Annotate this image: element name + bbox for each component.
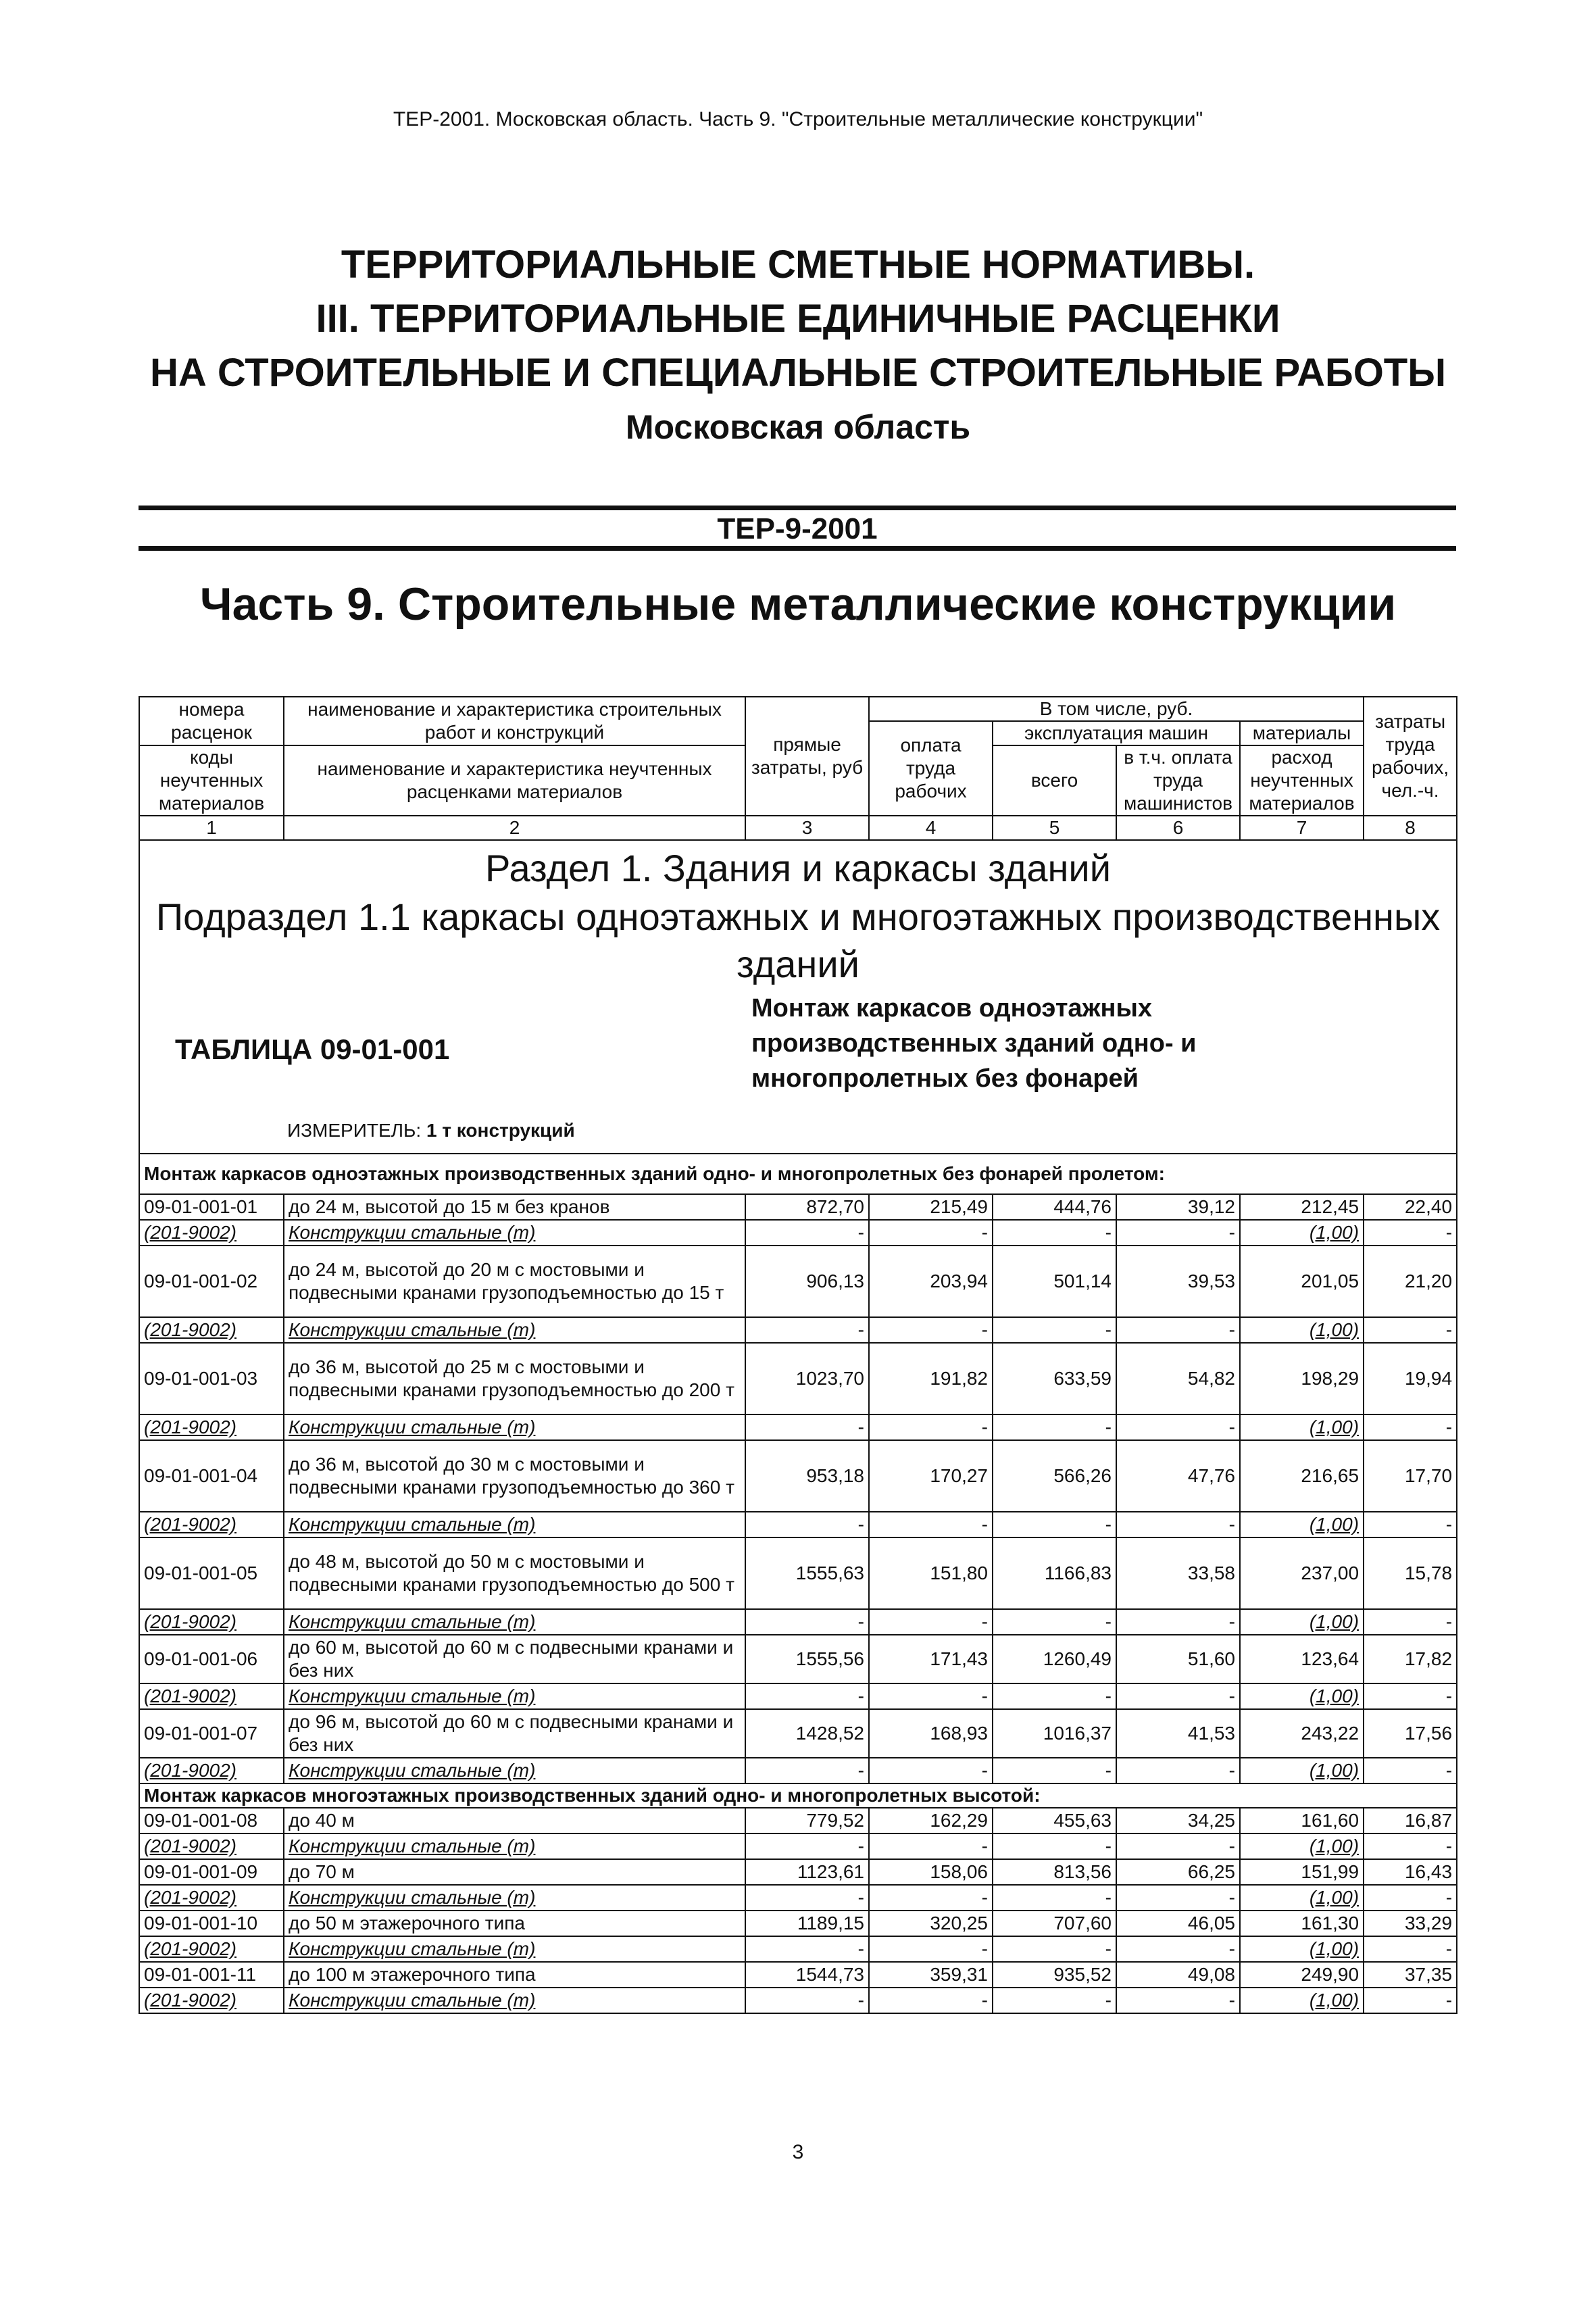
header-machines-total: всего bbox=[993, 745, 1116, 816]
table-label: ТАБЛИЦА 09-01-001 bbox=[175, 1033, 450, 1065]
document-code: ТЕР-9-2001 bbox=[717, 512, 878, 545]
value-machines: 444,76 bbox=[993, 1194, 1116, 1220]
material-consumption: (1,00) bbox=[1240, 1609, 1364, 1635]
rate-code: 09-01-001-10 bbox=[139, 1911, 284, 1936]
material-name: Конструкции стальные (т) bbox=[284, 1414, 745, 1440]
empty-value-dash: - bbox=[1116, 1317, 1240, 1343]
header-materials: материалы bbox=[1240, 721, 1364, 745]
empty-value-dash: - bbox=[993, 1758, 1116, 1783]
empty-value-dash: - bbox=[745, 1317, 869, 1343]
value-machines: 1166,83 bbox=[993, 1537, 1116, 1609]
measure-label: ИЗМЕРИТЕЛЬ: bbox=[287, 1120, 422, 1141]
header-labor: затраты труда рабочих, чел.-ч. bbox=[1364, 697, 1457, 816]
material-name: Конструкции стальные (т) bbox=[284, 1683, 745, 1709]
value-wages: 215,49 bbox=[869, 1194, 993, 1220]
empty-value-dash: - bbox=[1364, 1512, 1457, 1537]
page-number: 3 bbox=[792, 2141, 804, 2163]
table-row bbox=[139, 1537, 1457, 1609]
table-row bbox=[139, 1194, 1457, 1220]
material-consumption: (1,00) bbox=[1240, 1220, 1364, 1246]
material-code: (201-9002) bbox=[139, 1317, 284, 1343]
material-code: (201-9002) bbox=[139, 1414, 284, 1440]
empty-value-dash: - bbox=[993, 1833, 1116, 1859]
material-code: (201-9002) bbox=[139, 1833, 284, 1859]
value-direct: 1544,73 bbox=[745, 1962, 869, 1988]
material-row bbox=[139, 1609, 1457, 1635]
value-labor: 19,94 bbox=[1364, 1343, 1457, 1414]
value-wages: 191,82 bbox=[869, 1343, 993, 1414]
material-consumption: (1,00) bbox=[1240, 1758, 1364, 1783]
column-number: 3 bbox=[745, 816, 869, 840]
column-number: 7 bbox=[1240, 816, 1364, 840]
header-machines: эксплуатация машин bbox=[993, 721, 1240, 745]
empty-value-dash: - bbox=[869, 1414, 993, 1440]
rate-code: 09-01-001-01 bbox=[139, 1194, 284, 1220]
empty-value-dash: - bbox=[745, 1512, 869, 1537]
material-name: Конструкции стальные (т) bbox=[284, 1988, 745, 2013]
document-code-block bbox=[139, 506, 1456, 553]
work-description: до 24 м, высотой до 15 м без кранов bbox=[284, 1194, 745, 1220]
value-direct: 1555,63 bbox=[745, 1537, 869, 1609]
material-name: Конструкции стальные (т) bbox=[284, 1609, 745, 1635]
value-machinists: 49,08 bbox=[1116, 1962, 1240, 1988]
value-materials: 123,64 bbox=[1240, 1635, 1364, 1683]
table-row bbox=[139, 1962, 1457, 1988]
empty-value-dash: - bbox=[869, 1317, 993, 1343]
work-description: до 40 м bbox=[284, 1808, 745, 1833]
value-wages: 158,06 bbox=[869, 1859, 993, 1885]
material-code: (201-9002) bbox=[139, 1885, 284, 1911]
empty-value-dash: - bbox=[869, 1220, 993, 1246]
work-description: до 70 м bbox=[284, 1859, 745, 1885]
empty-value-dash: - bbox=[993, 1936, 1116, 1962]
empty-value-dash: - bbox=[1364, 1609, 1457, 1635]
empty-value-dash: - bbox=[1116, 1988, 1240, 2013]
rate-code: 09-01-001-05 bbox=[139, 1537, 284, 1609]
measure-unit bbox=[287, 1119, 575, 1142]
running-header: ТЕР-2001. Московская область. Часть 9. "Строительные металлические конструкции" bbox=[393, 108, 1203, 130]
empty-value-dash: - bbox=[745, 1885, 869, 1911]
material-row bbox=[139, 1758, 1457, 1783]
material-code: (201-9002) bbox=[139, 1988, 284, 2013]
empty-value-dash: - bbox=[869, 1512, 993, 1537]
empty-value-dash: - bbox=[869, 1683, 993, 1709]
value-materials: 198,29 bbox=[1240, 1343, 1364, 1414]
column-number: 8 bbox=[1364, 816, 1457, 840]
work-description: до 36 м, высотой до 30 м с мостовыми и подвесными кранами грузоподъемностью до 360 т bbox=[284, 1440, 745, 1512]
empty-value-dash: - bbox=[993, 1683, 1116, 1709]
material-row bbox=[139, 1220, 1457, 1246]
material-consumption: (1,00) bbox=[1240, 1936, 1364, 1962]
value-machines: 501,14 bbox=[993, 1246, 1116, 1317]
value-labor: 15,78 bbox=[1364, 1537, 1457, 1609]
rate-code: 09-01-001-02 bbox=[139, 1246, 284, 1317]
rate-code: 09-01-001-04 bbox=[139, 1440, 284, 1512]
work-description: до 24 м, высотой до 20 м с мостовыми и подвесными кранами грузоподъемностью до 15 т bbox=[284, 1246, 745, 1317]
material-code: (201-9002) bbox=[139, 1512, 284, 1537]
table-description: Монтаж каркасов одноэтажных производственных зданий одно- и многопролетных без фонарей bbox=[751, 994, 1197, 1093]
empty-value-dash: - bbox=[1116, 1220, 1240, 1246]
value-materials: 212,45 bbox=[1240, 1194, 1364, 1220]
empty-value-dash: - bbox=[869, 1936, 993, 1962]
code-rule-bottom bbox=[139, 546, 1456, 551]
group-header-row bbox=[139, 1783, 1457, 1808]
value-labor: 17,70 bbox=[1364, 1440, 1457, 1512]
value-direct: 872,70 bbox=[745, 1194, 869, 1220]
empty-value-dash: - bbox=[1116, 1885, 1240, 1911]
material-row bbox=[139, 1885, 1457, 1911]
title-line-2: III. ТЕРРИТОРИАЛЬНЫЕ ЕДИНИЧНЫЕ РАСЦЕНКИ bbox=[316, 297, 1280, 341]
empty-value-dash: - bbox=[993, 1414, 1116, 1440]
column-number: 5 bbox=[993, 816, 1116, 840]
value-machinists: 54,82 bbox=[1116, 1343, 1240, 1414]
empty-value-dash: - bbox=[745, 1609, 869, 1635]
empty-value-dash: - bbox=[1364, 1414, 1457, 1440]
table-row bbox=[139, 1440, 1457, 1512]
material-name: Конструкции стальные (т) bbox=[284, 1936, 745, 1962]
table-row bbox=[139, 1635, 1457, 1683]
material-consumption: (1,00) bbox=[1240, 1414, 1364, 1440]
code-rule-top bbox=[139, 506, 1456, 510]
value-wages: 203,94 bbox=[869, 1246, 993, 1317]
value-machinists: 51,60 bbox=[1116, 1635, 1240, 1683]
empty-value-dash: - bbox=[869, 1885, 993, 1911]
material-name: Конструкции стальные (т) bbox=[284, 1758, 745, 1783]
value-materials: 161,30 bbox=[1240, 1911, 1364, 1936]
empty-value-dash: - bbox=[1364, 1988, 1457, 2013]
section-block bbox=[139, 840, 1457, 1154]
part-title: Часть 9. Строительные металлические конструкции bbox=[199, 578, 1397, 630]
header-material-codes: коды неучтенных материалов bbox=[139, 745, 284, 816]
empty-value-dash: - bbox=[1116, 1758, 1240, 1783]
value-machines: 1016,37 bbox=[993, 1709, 1116, 1758]
section-title: Раздел 1. Здания и каркасы зданий bbox=[485, 847, 1111, 889]
empty-value-dash: - bbox=[1116, 1512, 1240, 1537]
value-machinists: 47,76 bbox=[1116, 1440, 1240, 1512]
value-direct: 1123,61 bbox=[745, 1859, 869, 1885]
value-labor: 33,29 bbox=[1364, 1911, 1457, 1936]
work-description: до 48 м, высотой до 50 м с мостовыми и подвесными кранами грузоподъемностью до 500 т bbox=[284, 1537, 745, 1609]
value-labor: 16,43 bbox=[1364, 1859, 1457, 1885]
value-direct: 1189,15 bbox=[745, 1911, 869, 1936]
value-direct: 1428,52 bbox=[745, 1709, 869, 1758]
empty-value-dash: - bbox=[869, 1758, 993, 1783]
table-row bbox=[139, 1859, 1457, 1885]
value-materials: 243,22 bbox=[1240, 1709, 1364, 1758]
header-material-name: наименование и характеристика неучтенных расценками материалов bbox=[284, 745, 745, 816]
rate-code: 09-01-001-08 bbox=[139, 1808, 284, 1833]
header-rate-numbers: номера расценок bbox=[139, 697, 284, 745]
empty-value-dash: - bbox=[1364, 1317, 1457, 1343]
empty-value-dash: - bbox=[1364, 1833, 1457, 1859]
empty-value-dash: - bbox=[745, 1988, 869, 2013]
table-row bbox=[139, 1808, 1457, 1833]
empty-value-dash: - bbox=[1116, 1833, 1240, 1859]
title-line-1: ТЕРРИТОРИАЛЬНЫЕ СМЕТНЫЕ НОРМАТИВЫ. bbox=[341, 243, 1255, 287]
empty-value-dash: - bbox=[869, 1988, 993, 2013]
header-work-name: наименование и характеристика строительных работ и конструкций bbox=[284, 697, 745, 745]
material-name: Конструкции стальные (т) bbox=[284, 1885, 745, 1911]
value-machinists: 46,05 bbox=[1116, 1911, 1240, 1936]
value-materials: 201,05 bbox=[1240, 1246, 1364, 1317]
value-machines: 813,56 bbox=[993, 1859, 1116, 1885]
value-machines: 1260,49 bbox=[993, 1635, 1116, 1683]
header-machinists-wages: в т.ч. оплата труда машинистов bbox=[1116, 745, 1240, 816]
material-code: (201-9002) bbox=[139, 1220, 284, 1246]
material-row bbox=[139, 1414, 1457, 1440]
material-row bbox=[139, 1683, 1457, 1709]
material-row bbox=[139, 1833, 1457, 1859]
value-labor: 37,35 bbox=[1364, 1962, 1457, 1988]
value-machines: 633,59 bbox=[993, 1343, 1116, 1414]
value-wages: 168,93 bbox=[869, 1709, 993, 1758]
empty-value-dash: - bbox=[993, 1609, 1116, 1635]
rate-code: 09-01-001-11 bbox=[139, 1962, 284, 1988]
material-consumption: (1,00) bbox=[1240, 1683, 1364, 1709]
rate-code: 09-01-001-07 bbox=[139, 1709, 284, 1758]
work-description: до 100 м этажерочного типа bbox=[284, 1962, 745, 1988]
rate-code: 09-01-001-09 bbox=[139, 1859, 284, 1885]
empty-value-dash: - bbox=[1116, 1936, 1240, 1962]
table-row bbox=[139, 1246, 1457, 1317]
title-block bbox=[0, 238, 1596, 454]
value-materials: 249,90 bbox=[1240, 1962, 1364, 1988]
header-wages: оплата труда рабочих bbox=[869, 721, 993, 816]
group-header-row bbox=[139, 1154, 1457, 1194]
value-materials: 161,60 bbox=[1240, 1808, 1364, 1833]
empty-value-dash: - bbox=[1364, 1683, 1457, 1709]
value-direct: 906,13 bbox=[745, 1246, 869, 1317]
empty-value-dash: - bbox=[745, 1758, 869, 1783]
header-including: В том числе, руб. bbox=[869, 697, 1364, 721]
material-name: Конструкции стальные (т) bbox=[284, 1512, 745, 1537]
empty-value-dash: - bbox=[745, 1683, 869, 1709]
value-machines: 935,52 bbox=[993, 1962, 1116, 1988]
empty-value-dash: - bbox=[745, 1936, 869, 1962]
empty-value-dash: - bbox=[993, 1988, 1116, 2013]
header-direct-costs: прямые затраты, руб bbox=[745, 697, 869, 816]
material-code: (201-9002) bbox=[139, 1758, 284, 1783]
empty-value-dash: - bbox=[993, 1317, 1116, 1343]
empty-value-dash: - bbox=[993, 1512, 1116, 1537]
table-row bbox=[139, 1343, 1457, 1414]
value-labor: 16,87 bbox=[1364, 1808, 1457, 1833]
material-row bbox=[139, 1936, 1457, 1962]
column-number: 4 bbox=[869, 816, 993, 840]
empty-value-dash: - bbox=[745, 1833, 869, 1859]
value-labor: 22,40 bbox=[1364, 1194, 1457, 1220]
empty-value-dash: - bbox=[1116, 1414, 1240, 1440]
material-consumption: (1,00) bbox=[1240, 1512, 1364, 1537]
material-row bbox=[139, 1988, 1457, 2013]
value-direct: 953,18 bbox=[745, 1440, 869, 1512]
value-direct: 1555,56 bbox=[745, 1635, 869, 1683]
value-materials: 151,99 bbox=[1240, 1859, 1364, 1885]
material-name: Конструкции стальные (т) bbox=[284, 1220, 745, 1246]
empty-value-dash: - bbox=[1116, 1683, 1240, 1709]
value-direct: 1023,70 bbox=[745, 1343, 869, 1414]
subsection-title: Подраздел 1.1 каркасы одноэтажных и многоэтажных производственных зданий bbox=[155, 895, 1441, 985]
work-description: до 96 м, высотой до 60 м с подвесными кранами и без них bbox=[284, 1709, 745, 1758]
value-wages: 162,29 bbox=[869, 1808, 993, 1833]
value-materials: 237,00 bbox=[1240, 1537, 1364, 1609]
value-direct: 779,52 bbox=[745, 1808, 869, 1833]
value-labor: 17,56 bbox=[1364, 1709, 1457, 1758]
table-row bbox=[139, 1911, 1457, 1936]
value-machinists: 33,58 bbox=[1116, 1537, 1240, 1609]
rates-table bbox=[139, 696, 1457, 2014]
material-name: Конструкции стальные (т) bbox=[284, 1317, 745, 1343]
material-consumption: (1,00) bbox=[1240, 1833, 1364, 1859]
empty-value-dash: - bbox=[869, 1833, 993, 1859]
material-name: Конструкции стальные (т) bbox=[284, 1833, 745, 1859]
empty-value-dash: - bbox=[993, 1885, 1116, 1911]
value-machinists: 41,53 bbox=[1116, 1709, 1240, 1758]
column-number: 1 bbox=[139, 816, 284, 840]
title-line-3: НА СТРОИТЕЛЬНЫЕ И СПЕЦИАЛЬНЫЕ СТРОИТЕЛЬНЫЕ РАБОТЫ bbox=[149, 351, 1447, 395]
value-wages: 171,43 bbox=[869, 1635, 993, 1683]
material-consumption: (1,00) bbox=[1240, 1988, 1364, 2013]
empty-value-dash: - bbox=[869, 1609, 993, 1635]
empty-value-dash: - bbox=[1116, 1609, 1240, 1635]
rate-code: 09-01-001-06 bbox=[139, 1635, 284, 1683]
work-description: до 50 м этажерочного типа bbox=[284, 1911, 745, 1936]
work-description: до 60 м, высотой до 60 м с подвесными кранами и без них bbox=[284, 1635, 745, 1683]
empty-value-dash: - bbox=[1364, 1220, 1457, 1246]
column-number: 2 bbox=[284, 816, 745, 840]
group-header: Монтаж каркасов одноэтажных производственных зданий одно- и многопролетных без фонарей пролетом: bbox=[139, 1154, 1457, 1194]
value-wages: 170,27 bbox=[869, 1440, 993, 1512]
material-code: (201-9002) bbox=[139, 1936, 284, 1962]
value-machinists: 39,53 bbox=[1116, 1246, 1240, 1317]
empty-value-dash: - bbox=[993, 1220, 1116, 1246]
column-numbers-row bbox=[139, 816, 1457, 840]
rate-code: 09-01-001-03 bbox=[139, 1343, 284, 1414]
value-machinists: 66,25 bbox=[1116, 1859, 1240, 1885]
title-region: Московская область bbox=[625, 408, 971, 446]
value-machinists: 39,12 bbox=[1116, 1194, 1240, 1220]
table-row bbox=[139, 1709, 1457, 1758]
material-row bbox=[139, 1512, 1457, 1537]
material-row bbox=[139, 1317, 1457, 1343]
material-code: (201-9002) bbox=[139, 1609, 284, 1635]
value-machines: 566,26 bbox=[993, 1440, 1116, 1512]
value-labor: 17,82 bbox=[1364, 1635, 1457, 1683]
value-wages: 151,80 bbox=[869, 1537, 993, 1609]
material-consumption: (1,00) bbox=[1240, 1885, 1364, 1911]
group-header: Монтаж каркасов многоэтажных производственных зданий одно- и многопролетных высотой: bbox=[139, 1783, 1457, 1808]
value-wages: 320,25 bbox=[869, 1911, 993, 1936]
header-materials-consumption: расход неучтенных материалов bbox=[1240, 745, 1364, 816]
column-number: 6 bbox=[1116, 816, 1240, 840]
value-machines: 455,63 bbox=[993, 1808, 1116, 1833]
material-consumption: (1,00) bbox=[1240, 1317, 1364, 1343]
material-code: (201-9002) bbox=[139, 1683, 284, 1709]
value-materials: 216,65 bbox=[1240, 1440, 1364, 1512]
empty-value-dash: - bbox=[745, 1414, 869, 1440]
value-machines: 707,60 bbox=[993, 1911, 1116, 1936]
measure-value: 1 т конструкций bbox=[426, 1120, 575, 1141]
value-labor: 21,20 bbox=[1364, 1246, 1457, 1317]
value-wages: 359,31 bbox=[869, 1962, 993, 1988]
value-machinists: 34,25 bbox=[1116, 1808, 1240, 1833]
empty-value-dash: - bbox=[1364, 1758, 1457, 1783]
empty-value-dash: - bbox=[1364, 1885, 1457, 1911]
work-description: до 36 м, высотой до 25 м с мостовыми и подвесными кранами грузоподъемностью до 200 т bbox=[284, 1343, 745, 1414]
empty-value-dash: - bbox=[1364, 1936, 1457, 1962]
empty-value-dash: - bbox=[745, 1220, 869, 1246]
